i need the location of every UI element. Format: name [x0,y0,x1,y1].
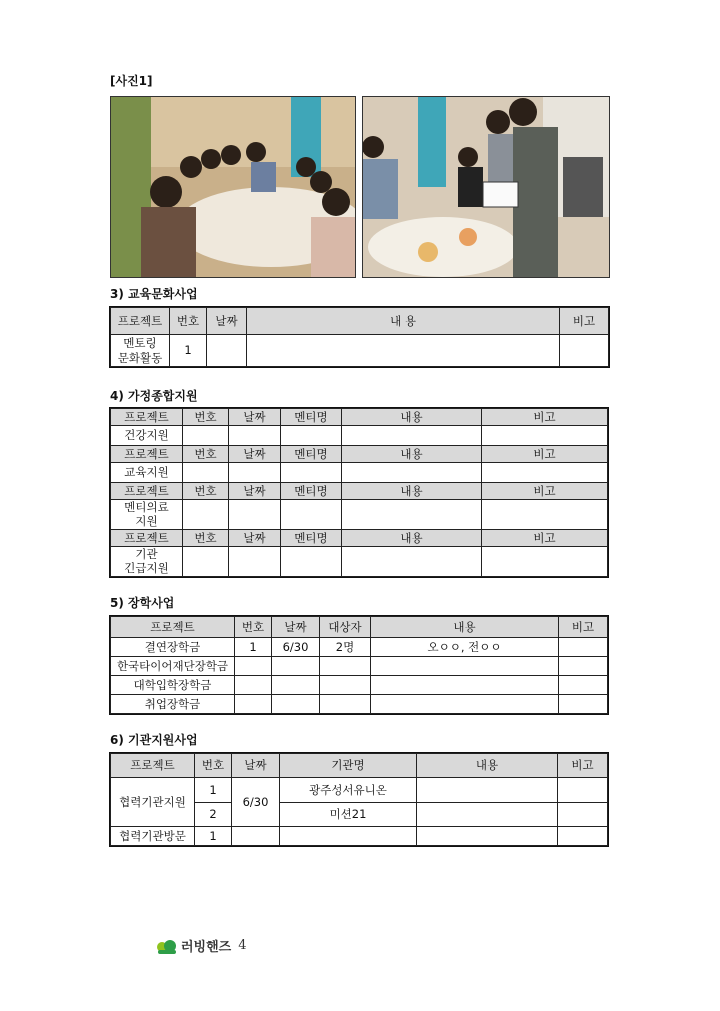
table-header-row [111,446,608,463]
cell-recipient: 2명 [320,638,371,657]
cell-project: 교육지원 [111,463,183,483]
hands-logo-icon [156,937,178,955]
table-row [111,500,608,530]
table-header-row [111,754,608,778]
cell-project: 한국타이어재단장학금 [111,657,235,676]
cell-institution: 미션21 [280,803,417,827]
header-date: 날짜 [272,617,320,638]
header-content: 내용 [342,446,482,463]
header-project: 프로젝트 [111,529,183,546]
header-content: 내용 [371,617,559,638]
cell-number: 1 [195,778,232,803]
header-number: 번호 [195,754,232,778]
header-date: 날짜 [232,754,280,778]
page-number: 4 [238,938,247,953]
header-remarks: 비고 [482,483,608,500]
cell-date: 6/30 [232,778,280,827]
footer [156,936,247,955]
table-row [111,827,608,846]
header-mentee: 멘티명 [281,529,342,546]
cell-content [247,335,560,367]
table-row [111,638,608,657]
header-content: 내 용 [247,308,560,335]
header-mentee: 멘티명 [281,483,342,500]
table-row [111,426,608,446]
header-project: 프로젝트 [111,754,195,778]
header-mentee: 멘티명 [281,409,342,426]
header-remarks: 비고 [482,446,608,463]
cell-project: 협력기관지원 [111,778,195,827]
header-remarks: 비고 [558,754,608,778]
table-education-culture [110,307,609,367]
cell-number: 1 [195,827,232,846]
header-project: 프로젝트 [111,308,170,335]
photo-caption: [사진1] [110,74,153,88]
header-remarks: 비고 [559,617,608,638]
header-project: 프로젝트 [111,483,183,500]
header-date: 날짜 [229,446,281,463]
brand-name: 러빙핸즈 [181,940,232,955]
cell-content: 오ㅇㅇ, 전ㅇㅇ [371,638,559,657]
table-row [111,335,609,367]
section-3-title: 3) 교육문화사업 [110,287,198,301]
section-4-title: 4) 가정종합지원 [110,389,198,403]
table-row [111,657,608,676]
cell-number: 1 [235,638,272,657]
header-project: 프로젝트 [111,409,183,426]
header-remarks: 비고 [560,308,609,335]
table-header-row [111,483,608,500]
table-scholarship [110,616,608,714]
header-date: 날짜 [207,308,247,335]
table-header-row [111,529,608,546]
header-number: 번호 [183,409,229,426]
cell-project: 취업장학금 [111,695,235,714]
table-row [111,778,608,803]
header-mentee: 멘티명 [281,446,342,463]
header-remarks: 비고 [482,409,608,426]
table-header-row [111,409,608,426]
cell-project: 결연장학금 [111,638,235,657]
cell-institution: 광주성서유니온 [280,778,417,803]
header-number: 번호 [183,446,229,463]
header-number: 번호 [183,483,229,500]
header-content: 내용 [342,529,482,546]
table-institution-support [110,753,608,846]
table-header-row [111,617,608,638]
section-5-title: 5) 장학사업 [110,596,175,610]
header-remarks: 비고 [482,529,608,546]
header-content: 내용 [417,754,558,778]
cell-number: 2 [195,803,232,827]
cell-project: 건강지원 [111,426,183,446]
header-number: 번호 [183,529,229,546]
header-recipient: 대상자 [320,617,371,638]
photo-right [362,96,610,278]
header-date: 날짜 [229,529,281,546]
header-project: 프로젝트 [111,446,183,463]
cell-date [207,335,247,367]
cell-remarks [559,638,608,657]
cell-project: 멘티의료 지원 [111,500,183,530]
table-row [111,463,608,483]
cell-project: 멘토링 문화활동 [111,335,170,367]
cell-project: 대학입학장학금 [111,676,235,695]
section-6-title: 6) 기관지원사업 [110,733,198,747]
header-content: 내용 [342,483,482,500]
table-header-row [111,308,609,335]
cell-project: 협력기관방문 [111,827,195,846]
header-institution: 기관명 [280,754,417,778]
table-row [111,695,608,714]
header-date: 날짜 [229,483,281,500]
table-family-support [110,408,608,577]
table-row [111,546,608,576]
photo-left [110,96,356,278]
header-date: 날짜 [229,409,281,426]
cell-project: 기관 긴급지원 [111,546,183,576]
header-number: 번호 [235,617,272,638]
header-number: 번호 [170,308,207,335]
header-content: 내용 [342,409,482,426]
cell-number: 1 [170,335,207,367]
cell-remarks [560,335,609,367]
cell-date: 6/30 [272,638,320,657]
header-project: 프로젝트 [111,617,235,638]
table-row [111,676,608,695]
